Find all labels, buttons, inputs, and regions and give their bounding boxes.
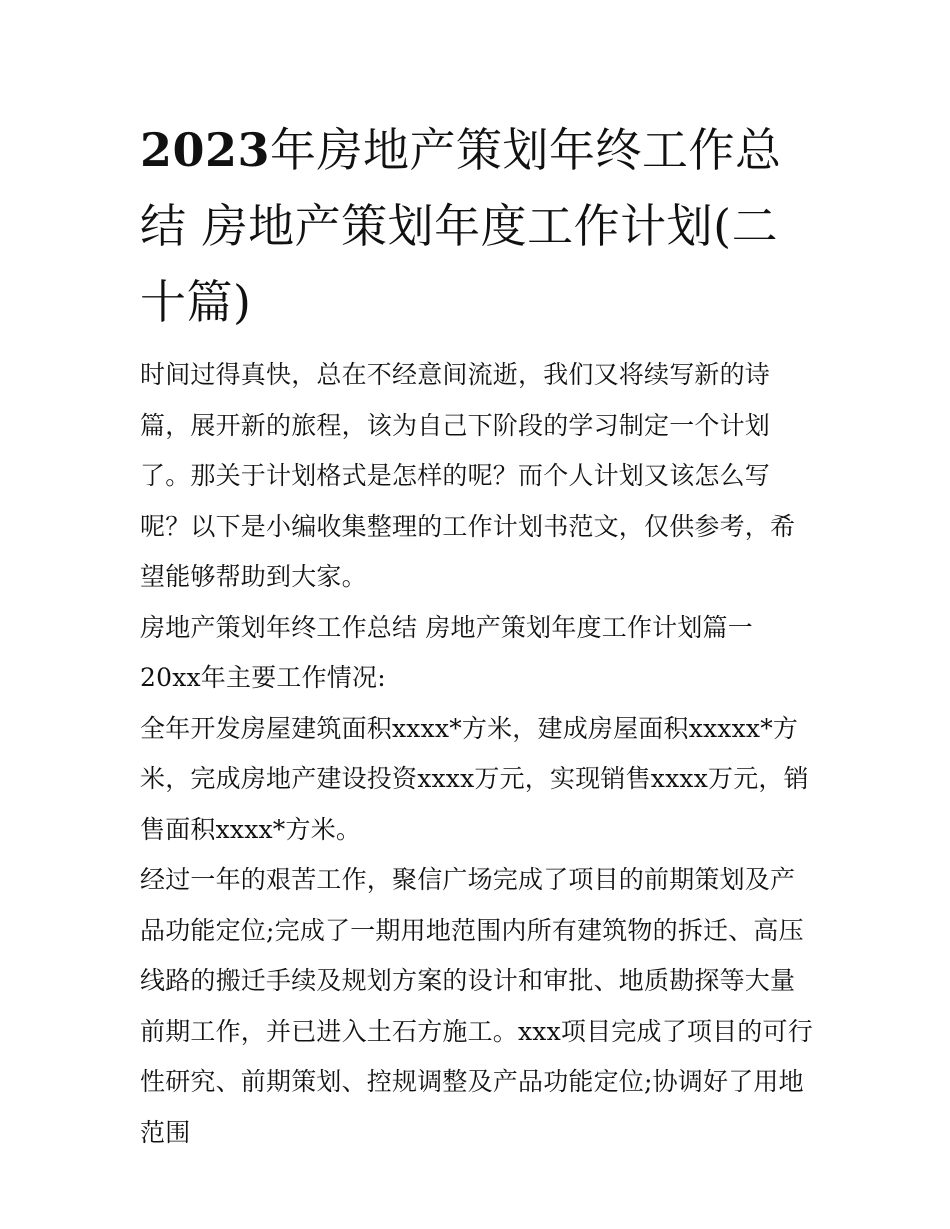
document-title [140, 112, 820, 340]
paragraph-progress: 经过一年的艰苦工作，聚信广场完成了项目的前期策划及产品功能定位;完成了一期用地范围内所有建筑物的拆迁、高压线路的搬迁手续及规划方案的设计和审批、地质勘探等大量前期工作，并已进入土石方施工。xxx项目完成了项目的可行性研究、前期策划、控规调整及产品功能定位;协调好了用地范围 [140, 865, 813, 1147]
document-page [140, 112, 820, 1158]
title-year: 2023 [140, 123, 271, 177]
title-text: 年房地产策划年终工作总结 房地产策划年度工作计划(二十篇) [140, 123, 782, 329]
paragraph-statistics: 全年开发房屋建筑面积xxxx*方米，建成房屋面积xxxxx*方米，完成房地产建设投资xxxx万元，实现销售xxxx万元，销售面积xxxx*方米。 [140, 713, 809, 844]
paragraph-intro: 时间过得真快，总在不经意间流逝，我们又将续写新的诗篇，展开新的旅程，该为自己下阶段的学习制定一个计划了。那关于计划格式是怎样的呢？而个人计划又该怎么写呢？以下是小编收集整理的工作计划书范文，仅供参考，希望能够帮助到大家。 [140, 360, 796, 591]
paragraph-section-heading: 房地产策划年终工作总结 房地产策划年度工作计划篇一 20xx年主要工作情况: [140, 612, 753, 692]
